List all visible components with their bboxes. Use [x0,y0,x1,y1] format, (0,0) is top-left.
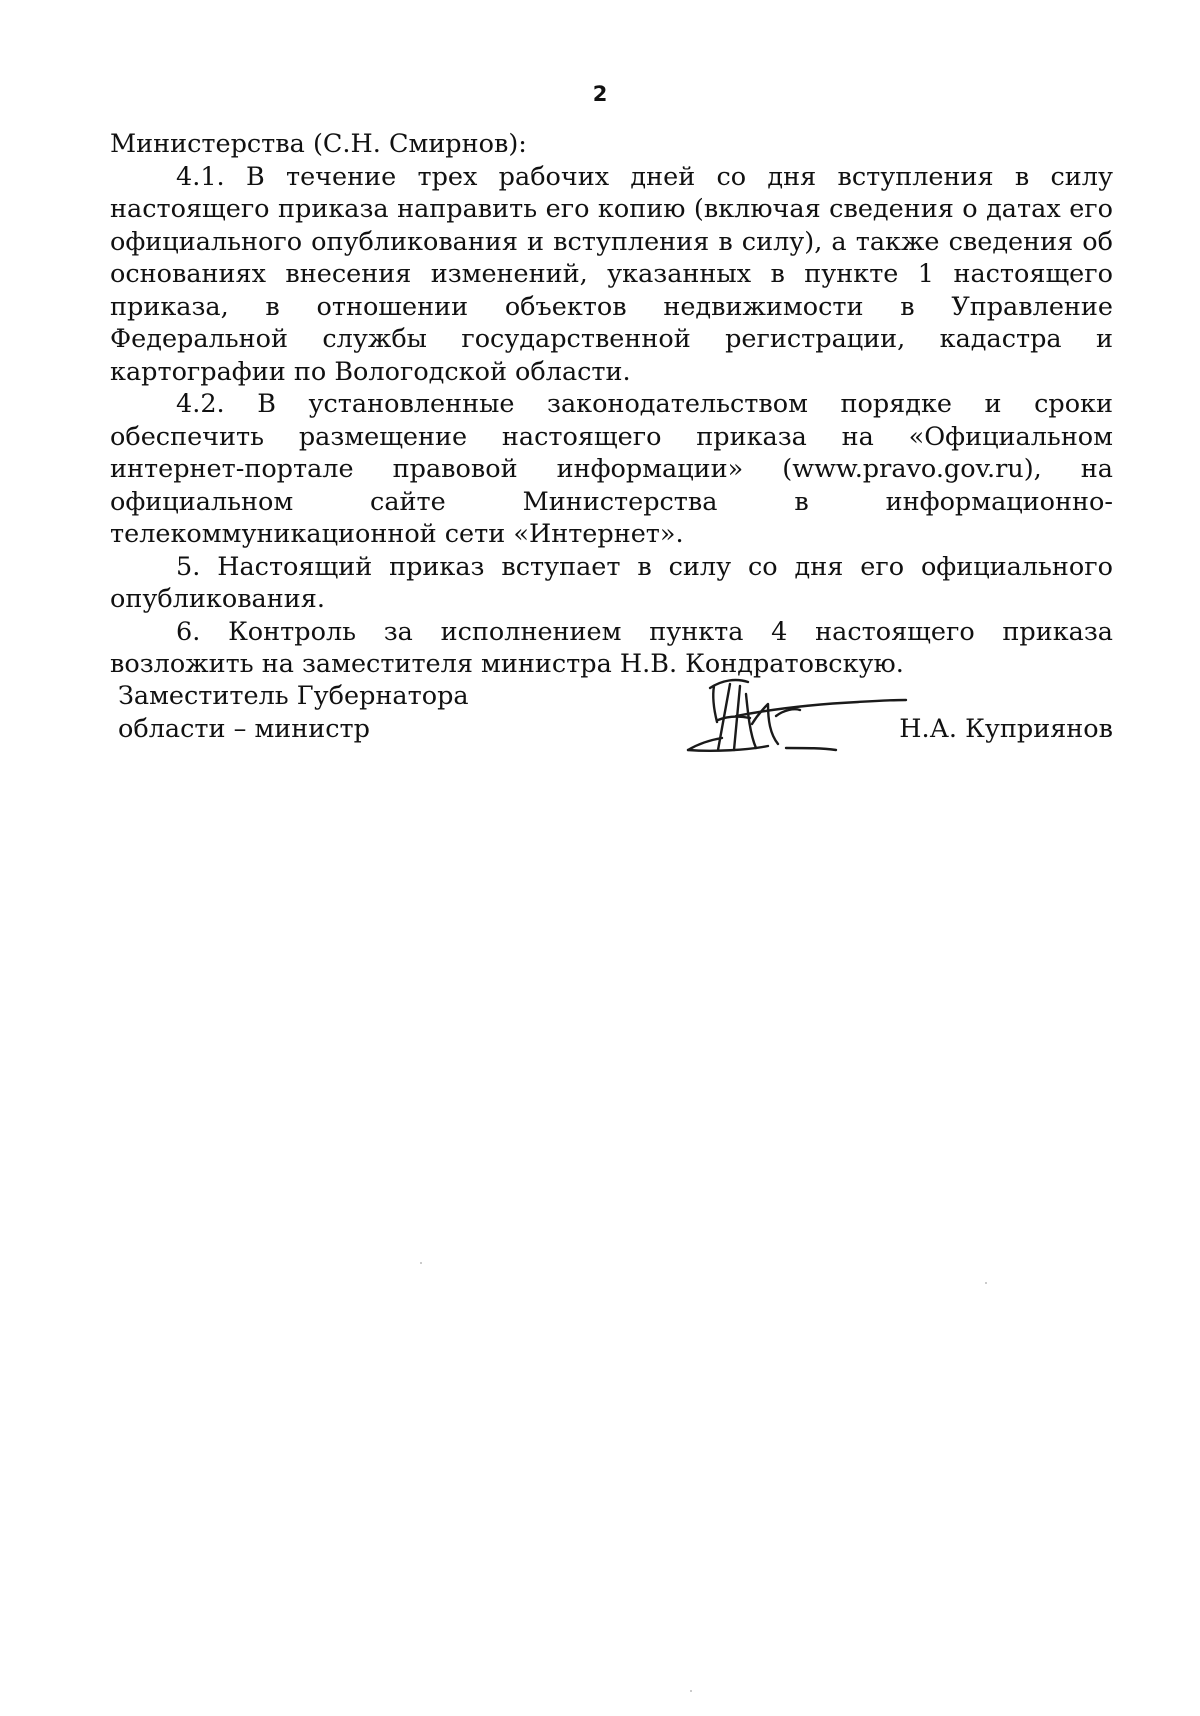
paragraph-intro: Министерства (С.Н. Смирнов): [110,129,527,159]
signature-block [118,680,1113,770]
scan-speck [420,1262,422,1264]
paragraph-4-2: 4.2. В установленные законодательством порядке и сроки обеспечить размещение настоящего приказа на «Официальном интернет-портале правовой информации» (www.pravo.gov.ru), на официальном сайте Министерства в информационно-телекоммуникационной сети «Интернет». [110,389,1113,549]
signatory-position [118,680,469,746]
document-body [110,128,1113,681]
paragraph-6: 6. Контроль за исполнением пункта 4 настоящего приказа возложить на заместителя министра Н.В. Кондратовскую. [110,616,1113,679]
signatory-position-line2: области – министр [118,714,370,744]
handwritten-signature [618,664,918,764]
scan-speck [690,1690,692,1692]
paragraph-4-1: 4.1. В течение трех рабочих дней со дня вступления в силу настоящего приказа направить его копию (включая сведения о датах его официального опубликования и вступления в силу), а также сведения об основаниях внесения изменений, указанных в пункте 1 настоящего приказа, в отношении объектов недвижимости в Управление Федеральной службы государственной регистрации, кадастра и картографии по Вологодской области. [110,161,1113,387]
signatory-name: Н.А. Куприянов [899,714,1113,744]
scan-speck [985,1282,987,1284]
signatory-position-line1: Заместитель Губернатора [118,681,469,711]
paragraph-5: 5. Настоящий приказ вступает в силу со дня его официального опубликования. [110,551,1113,614]
page-number: 2 [592,82,608,106]
